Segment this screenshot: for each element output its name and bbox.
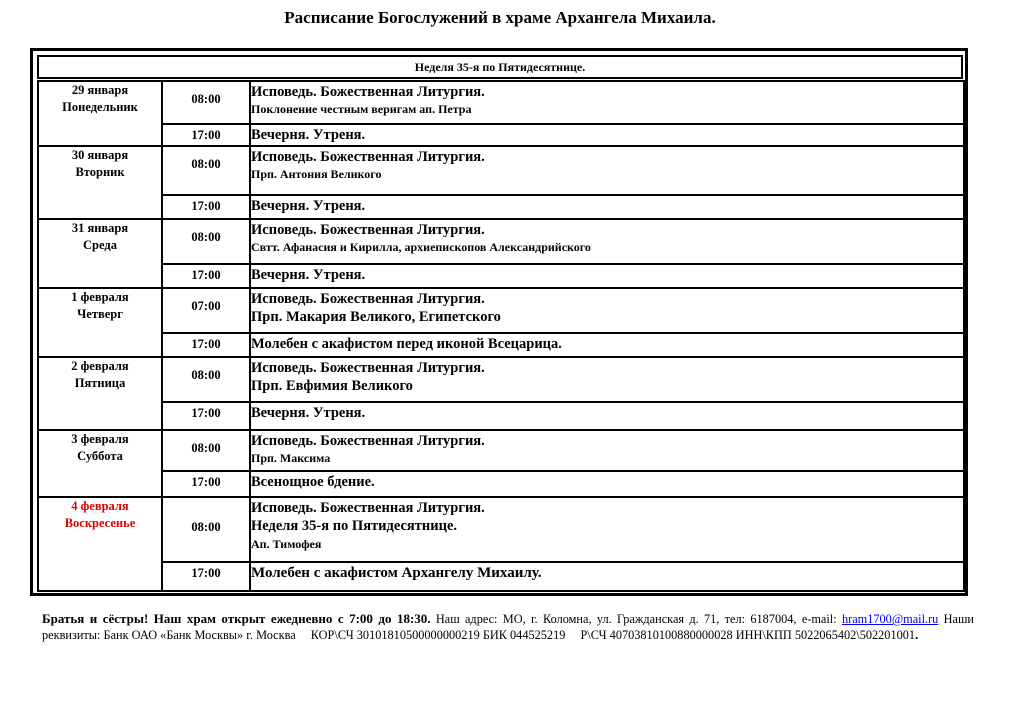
service-cell [250, 81, 964, 124]
service-title: Молебен с акафистом перед иконой Всецарица. [251, 335, 562, 352]
time-morning: 08:00 [191, 157, 221, 171]
service-note: Прп. Евфимия Великого [251, 378, 413, 395]
time-cell [162, 81, 250, 124]
table-row [38, 81, 964, 124]
time-morning: 08:00 [191, 368, 221, 383]
day-cell [38, 146, 162, 219]
day-cell [38, 357, 162, 430]
time-evening: 17:00 [191, 198, 221, 213]
service-title: Всенощное бдение. [251, 474, 375, 490]
service-cell [250, 471, 964, 497]
service-title: Вечерня. Утреня. [251, 197, 366, 214]
time-cell [162, 146, 250, 195]
time-cell [162, 562, 250, 591]
day-weekday: Воскресенье [64, 516, 136, 531]
time-cell [162, 124, 250, 146]
time-cell [162, 402, 250, 430]
service-title: Исповедь. Божественная Литургия. [251, 222, 485, 239]
table-row [38, 264, 964, 288]
footer-bank: Наши реквизиты: Банк ОАО «Банк Москвы» г. Москва [42, 612, 975, 642]
table-row [38, 333, 964, 357]
time-cell [162, 430, 250, 471]
service-cell [250, 124, 964, 146]
service-cell [250, 402, 964, 430]
table-row [38, 357, 964, 402]
footer-email-link[interactable]: hram1700@mail.ru [841, 612, 939, 626]
time-morning: 08:00 [191, 520, 221, 535]
day-date: 3 февраля [71, 432, 129, 447]
table-row [38, 146, 964, 195]
table-row [38, 430, 964, 471]
day-weekday: Среда [83, 238, 117, 253]
service-title: Исповедь. Божественная Литургия. [251, 433, 485, 450]
table-row [38, 562, 964, 591]
service-cell [250, 195, 964, 219]
service-note: Поклонение честным веригам ап. Петра [251, 102, 472, 116]
table-row [38, 195, 964, 219]
day-date: 2 февраля [71, 359, 129, 374]
service-title: Вечерня. Утреня. [251, 126, 366, 143]
day-date: 4 февраля [71, 499, 129, 514]
service-title: Исповедь. Божественная Литургия. [251, 291, 485, 308]
day-cell [38, 288, 162, 357]
table-row [38, 124, 964, 146]
time-cell [162, 357, 250, 402]
day-date: 1 февраля [71, 290, 129, 305]
time-morning: 08:00 [191, 230, 221, 245]
service-cell [250, 146, 964, 195]
time-evening: 17:00 [191, 127, 221, 142]
day-date: 31 января [71, 221, 129, 236]
day-weekday: Понедельник [62, 100, 138, 114]
service-cell [250, 288, 964, 333]
service-cell [250, 264, 964, 288]
time-morning: 08:00 [191, 441, 221, 456]
time-cell [162, 264, 250, 288]
day-date: 30 января [71, 148, 129, 162]
table-row [38, 219, 964, 264]
footer-inn: ИНН\КПП 5022065402\502201001 [735, 628, 916, 642]
day-weekday: Вторник [75, 165, 125, 179]
day-cell [38, 430, 162, 497]
time-evening: 17:00 [191, 566, 221, 581]
footer [42, 611, 974, 643]
time-morning: 08:00 [191, 92, 221, 106]
service-title: Исповедь. Божественная Литургия. [251, 149, 485, 165]
table-row [38, 497, 964, 562]
time-cell [162, 471, 250, 497]
service-note: Прп. Макария Великого, Египетского [251, 309, 501, 326]
table-row [38, 288, 964, 333]
time-evening: 17:00 [191, 267, 221, 282]
service-title: Молебен с акафистом Архангелу Михаилу. [251, 565, 542, 582]
week-header: Неделя 35-я по Пятидесятнице. [37, 55, 963, 79]
time-cell [162, 288, 250, 333]
footer-inn-end: . [915, 627, 919, 642]
schedule-table [37, 80, 965, 592]
day-date: 29 января [71, 83, 129, 97]
service-note: Прп. Антония Великого [251, 167, 382, 181]
table-row [38, 471, 964, 497]
footer-address: Наш адрес: МО, г. Коломна, ул. Гражданская д. 71, тел: 6187004, [435, 612, 797, 626]
time-cell [162, 497, 250, 562]
service-note: Неделя 35-я по Пятидесятнице. [251, 518, 458, 535]
service-cell [250, 219, 964, 264]
service-title: Вечерня. Утреня. [251, 266, 366, 283]
day-cell [38, 219, 162, 288]
footer-rs: Р\СЧ 40703810100880000028 [580, 628, 733, 642]
service-title: Исповедь. Божественная Литургия. [251, 500, 485, 517]
service-title: Исповедь. Божественная Литургия. [251, 360, 485, 377]
footer-greeting: Братья и сёстры! Наш храм открыт ежедневно с 7:00 до 18:30. [42, 611, 431, 626]
service-cell [250, 562, 964, 591]
table-row [38, 402, 964, 430]
service-note: Прп. Максима [251, 451, 331, 466]
time-evening: 17:00 [191, 405, 221, 420]
time-cell [162, 219, 250, 264]
day-cell [38, 81, 162, 146]
service-note: Ап. Тимофея [251, 537, 322, 552]
footer-kor: КОР\СЧ 30101810500000000219 БИК 044525219 [310, 628, 566, 642]
time-evening: 17:00 [191, 475, 221, 489]
time-cell [162, 195, 250, 219]
service-title: Вечерня. Утреня. [251, 404, 366, 421]
page-title: Расписание Богослужений в храме Архангела Михаила. [284, 8, 716, 27]
footer-email-label: e-mail: [801, 612, 837, 626]
service-title: Исповедь. Божественная Литургия. [251, 84, 485, 100]
time-morning: 07:00 [191, 299, 221, 314]
service-cell [250, 333, 964, 357]
service-cell [250, 357, 964, 402]
service-note: Свтт. Афанасия и Кирилла, архиепископов Александрийского [251, 240, 591, 255]
time-evening: 17:00 [191, 336, 221, 351]
service-cell [250, 497, 964, 562]
service-cell [250, 430, 964, 471]
day-cell-sunday [38, 497, 162, 591]
day-weekday: Четверг [77, 307, 123, 322]
day-weekday: Суббота [77, 449, 123, 464]
day-weekday: Пятница [74, 376, 126, 391]
time-cell [162, 333, 250, 357]
